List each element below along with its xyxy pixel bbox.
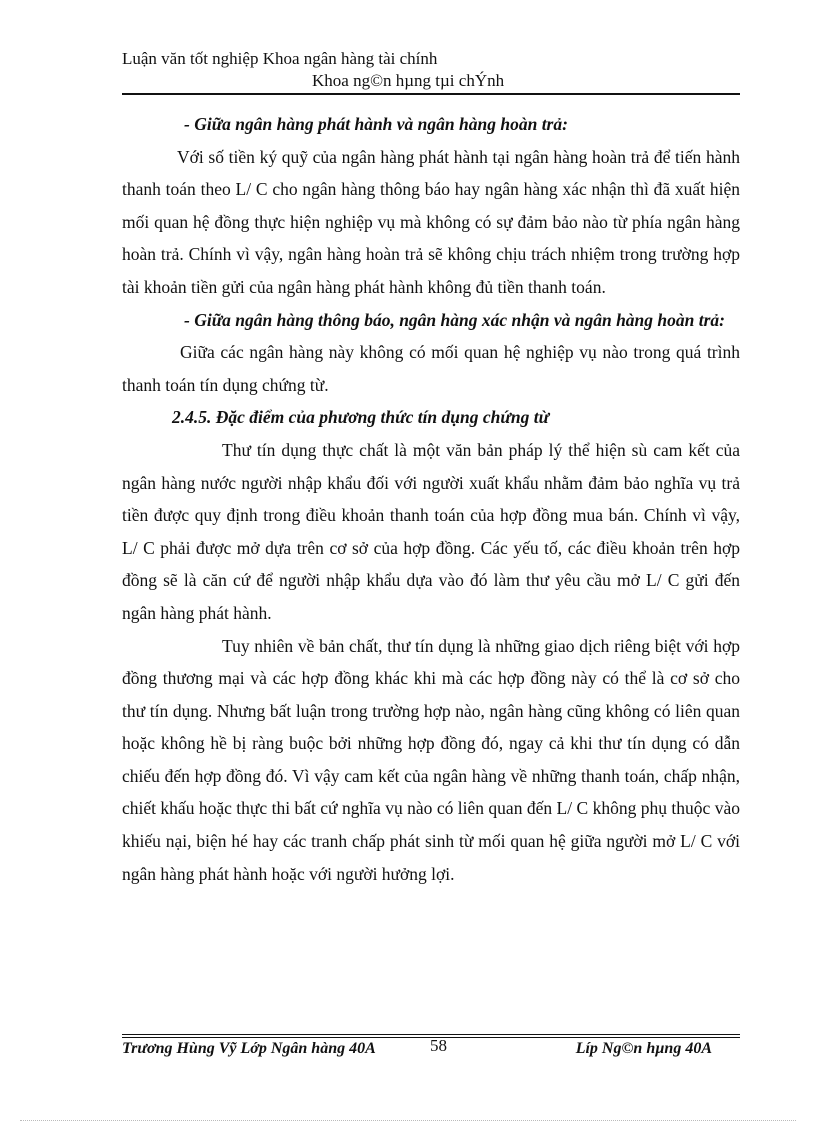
subheading-advising-confirming-reimbursing: - Giữa ngân hàng thông báo, ngân hàng xác nhận và ngân hàng hoàn trả: xyxy=(184,309,726,330)
page-number: 58 xyxy=(430,1036,447,1055)
subheading-issuing-reimbursing: - Giữa ngân hàng phát hành và ngân hàng hoàn trả: xyxy=(184,114,568,134)
section-title: 2.4.5. Đặc điểm của phương thức tín dụng chứng từ xyxy=(172,407,550,428)
document-body xyxy=(122,108,740,890)
paragraph-2: Giữa các ngân hàng này không có mối quan hệ nghiệp vụ nào trong quá trình thanh toán tín dụng chứng từ. xyxy=(122,342,740,395)
footer-divider-top xyxy=(122,1034,740,1035)
page-bottom-edge xyxy=(20,1120,796,1121)
paragraph-1: Với số tiền ký quỹ của ngân hàng phát hành tại ngân hàng hoàn trả để tiến hành thanh toán theo L/ C cho ngân hàng thông báo hay ngân hàng xác nhận thì đã xuất hiện mối quan hệ đồng thực hiện nghiệp vụ mà không có sự đảm bảo nào từ phía ngân hàng hoàn trả. Chính vì vậy, ngân hàng hoàn trả sẽ không chịu trách nhiệm trong trường hợp tài khoản tiền gửi của ngân hàng phát hành không đủ tiền thanh toán. xyxy=(122,146,740,297)
header-title: Luận văn tốt nghiệp Khoa ngân hàng tài chính xyxy=(122,49,438,68)
header-divider xyxy=(122,93,740,95)
header-subtitle: Khoa ng©n hµng tµi chÝnh xyxy=(312,71,505,90)
footer-class: Líp Ng©n hµng 40A xyxy=(575,1040,712,1057)
paragraph-4: Tuy nhiên về bản chất, thư tín dụng là những giao dịch riêng biệt với hợp đồng thương mại và các hợp đồng khác khi mà các hợp đồng này có thể là cơ sở cho thư tín dụng. Nhưng bất luận trong trường hợp nào, ngân hàng cũng không có liên quan hoặc không hề bị ràng buộc bởi những hợp đồng đó, ngay cả khi thư tín dụng có dẫn chiếu đến hợp đồng đó. Vì vậy cam kết của ngân hàng về những thanh toán, chấp nhận, chiết khấu hoặc thực thi bất cứ nghĩa vụ nào có liên quan đến L/ C không phụ thuộc vào khiếu nại, biện hé hay các tranh chấp phát sinh từ mối quan hệ giữa người mở L/ C với ngân hàng phát hành hoặc với người hưởng lợi. xyxy=(122,635,740,884)
paragraph-3: Thư tín dụng thực chất là một văn bản pháp lý thể hiện sù cam kết của ngân hàng nước người nhập khẩu đối với người xuất khẩu nhằm đảm bảo nghĩa vụ trả tiền được quy định trong điều khoản thanh toán của hợp đồng mua bán. Chính vì vậy, L/ C phải được mở dựa trên cơ sở của hợp đồng. Các yếu tố, các điều khoản trên hợp đồng sẽ là căn cứ để người nhập khẩu dựa vào đó làm thư yêu cầu mở L/ C gửi đến ngân hàng phát hành. xyxy=(122,439,740,623)
footer-author: Trương Hùng Vỹ Lớp Ngân hàng 40A xyxy=(122,1040,376,1057)
page-footer xyxy=(122,1036,740,1062)
page-header xyxy=(122,48,740,92)
